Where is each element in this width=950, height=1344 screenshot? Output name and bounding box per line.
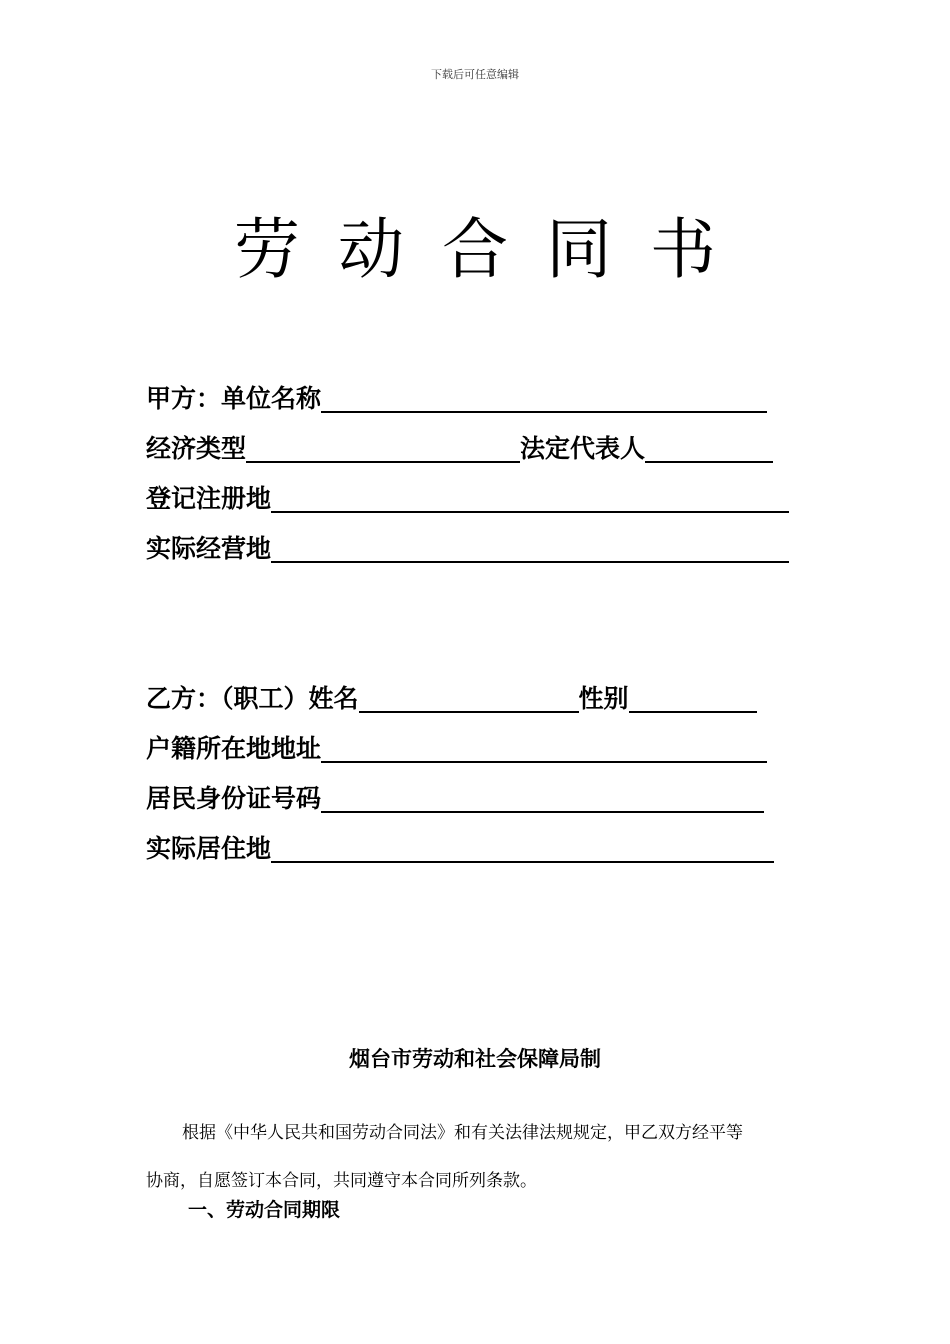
party-b-name-field[interactable] [359,683,579,713]
registered-address-field[interactable] [271,483,789,513]
party-b-residence-row [146,828,774,864]
actual-business-address-field[interactable] [271,533,789,563]
party-a-unit-name-field[interactable] [321,383,767,413]
party-b-household-address-row [146,728,767,764]
party-a-unit-name-row [146,378,767,414]
id-number-field[interactable] [321,783,764,813]
party-b-id-number-row [146,778,764,814]
legal-rep-field[interactable] [645,433,773,463]
issuer-text: 烟台市劳动和社会保障局制 [349,1047,601,1071]
actual-residence-field[interactable] [271,833,774,863]
gender-field[interactable] [629,683,757,713]
registered-address-label: 登记注册地 [146,484,272,513]
economic-type-field[interactable] [246,433,520,463]
party-a-unit-name-label: 甲方：单位名称 [146,384,322,413]
household-address-field[interactable] [321,733,767,763]
actual-business-address-label: 实际经营地 [146,534,272,563]
document-title: 劳动合同书 [234,211,754,288]
header-note: 下载后可任意编辑 [431,68,519,81]
party-a-economic-type-row [146,428,773,464]
party-b-name-label: 乙方：（职工）姓名 [146,684,359,713]
actual-residence-label: 实际居住地 [146,834,272,863]
intro-paragraph-line-2: 协商，自愿签订本合同，共同遵守本合同所列条款。 [146,1171,537,1191]
party-b-name-row [146,678,757,714]
section-1-heading: 一、劳动合同期限 [188,1199,341,1221]
economic-type-label: 经济类型 [146,434,247,463]
household-address-label: 户籍所在地地址 [146,734,322,763]
party-a-business-address-row [146,528,789,564]
id-number-label: 居民身份证号码 [146,784,322,813]
legal-rep-label: 法定代表人 [520,434,646,463]
intro-paragraph-line-1: 根据《中华人民共和国劳动合同法》和有关法律法规规定，甲乙双方经平等 [182,1123,743,1143]
party-a-registered-address-row [146,478,789,514]
gender-label: 性别 [578,684,629,713]
